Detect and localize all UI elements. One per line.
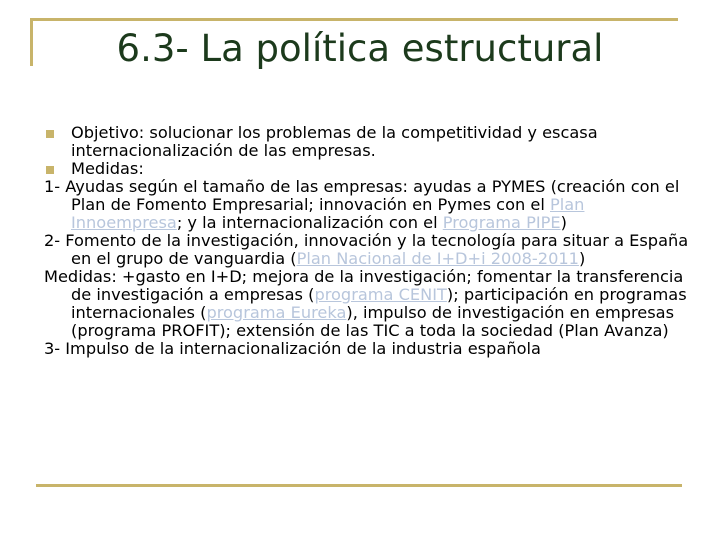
bullet-objective [44,124,689,160]
item-2-text-2: ) [578,249,586,268]
slide-title: 6.3- La política estructural [116,27,604,70]
link-plan-innoempresa[interactable]: Plan Innoempresa [71,195,585,232]
item-1 [44,178,689,232]
item-2 [44,232,689,268]
item-measures-text: Medidas: +gasto en I+D; mejora de la investigación; fomentar la transferencia de investigación a empresas ( [44,267,684,304]
bullet-measures [44,160,689,178]
item-1-text: 1- Ayudas según el tamaño de las empresas: ayudas a PYMES (creación con el Plan de Fomento Empresarial; innovación en Pymes con el [44,177,680,214]
frame-bottom-line [36,484,682,487]
item-measures-text-3: ), impulso de investigación en empresas (programa PROFIT); extensión de las TIC a toda la sociedad (Plan Avanza) [71,303,675,340]
slide-body [44,124,689,358]
item-2-text: 2- Fomento de la investigación, innovación y la tecnología para situar a España en el grupo de vanguardia ( [44,231,689,268]
link-programa-cenit[interactable]: programa CENIT [314,285,447,304]
item-1-text-2: ; y la internacionalización con el [176,213,443,232]
link-programa-eureka[interactable]: programa Eureka [206,303,347,322]
link-programa-pipe[interactable]: Programa PIPE [442,213,561,232]
square-bullet-icon [46,130,54,138]
item-3: 3- Impulso de la internacionalización de la industria española [44,339,541,358]
measures-text: Medidas: [71,159,144,178]
link-plan-nacional[interactable]: Plan Nacional de I+D+i 2008-2011 [296,249,579,268]
objective-text: Objetivo: solucionar los problemas de la competitividad y escasa internacionalización de las empresas. [71,123,598,160]
frame-top-line [30,18,678,21]
square-bullet-icon [46,166,54,174]
item-1-text-3: ) [560,213,567,232]
item-measures-text-2: ); participación en programas internacionales ( [71,285,687,322]
item-measures [44,268,689,340]
